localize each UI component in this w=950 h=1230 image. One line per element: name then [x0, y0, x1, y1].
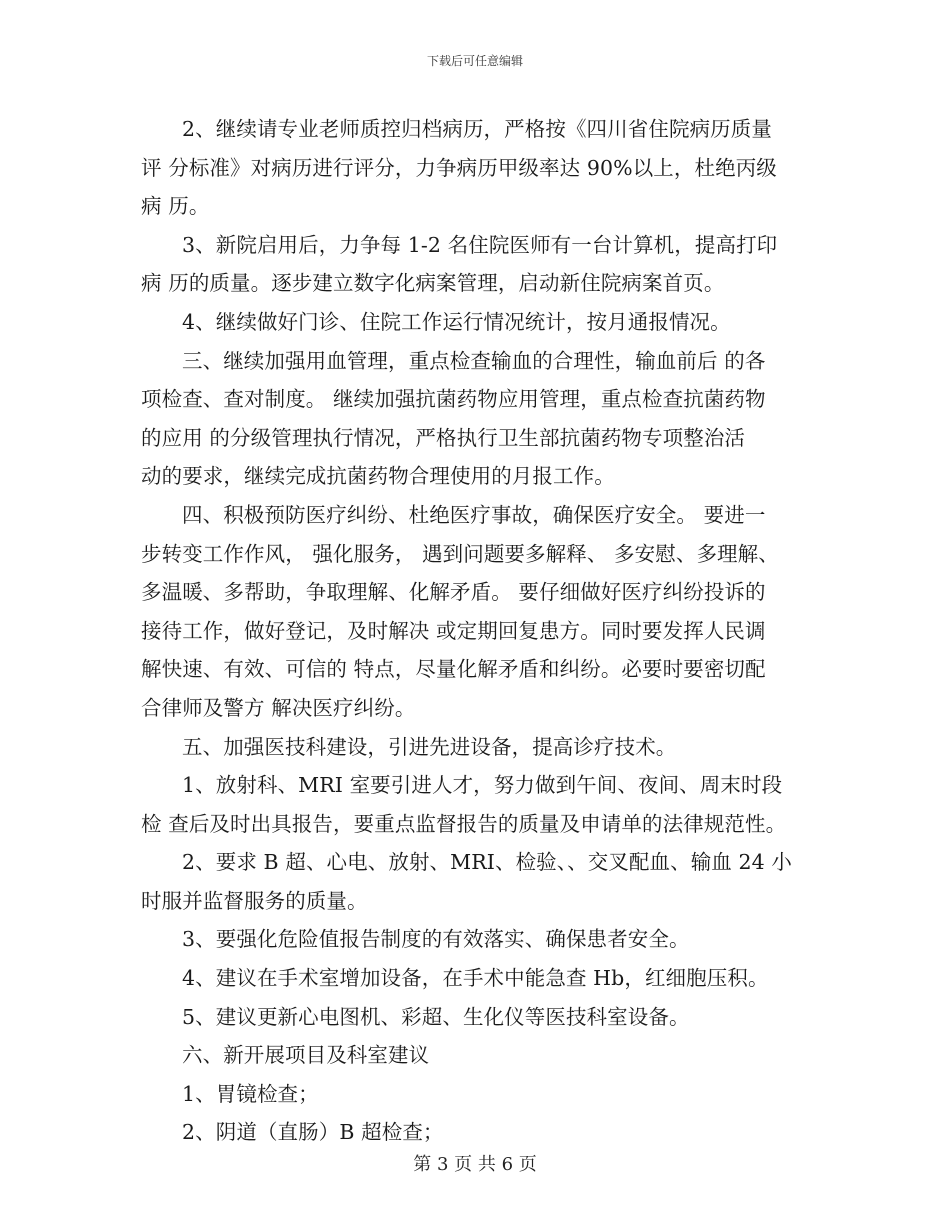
- text-line: 项检查、查对制度。 继续加强抗菌药物应用管理，重点检查抗菌药物: [141, 387, 766, 412]
- text-line: 动的要求，继续完成抗菌药物合理使用的月报工作。: [141, 464, 615, 489]
- text-line: 5、建议更新心电图机、彩超、生化仪等医技科室设备。: [182, 1004, 690, 1029]
- text-line: 步转变工作作风， 强化服务， 遇到问题要多解释、 多安慰、多理解、: [141, 541, 779, 566]
- text-line: 三、继续加强用血管理，重点检查输血的合理性，输血前后 的各: [182, 348, 766, 373]
- text-line: 2、要求 B 超、心电、放射、MRI、检验、、交叉配血、输血 24 小: [182, 850, 793, 875]
- text-line: 4、继续做好门诊、住院工作运行情况统计，按月通报情况。: [182, 309, 731, 334]
- text-line: 病 历的质量。逐步建立数字化病案管理，启动新住院病案首页。: [141, 271, 725, 296]
- text-line: 五、加强医技科建设，引进先进设备，提高诊疗技术。: [182, 734, 677, 759]
- page-footer: 第 3 页 共 6 页: [413, 1154, 537, 1175]
- page-header: 下载后可任意编辑: [426, 54, 523, 68]
- text-line: 解快速、有效、可信的 特点，尽量化解矛盾和纠纷。必要时要密切配: [141, 657, 766, 682]
- text-line: 合律师及警方 解决医疗纠纷。: [141, 695, 416, 720]
- text-line: 六、新开展项目及科室建议: [182, 1043, 430, 1068]
- text-line: 2、继续请专业老师质控归档病历，严格按《四川省住院病历质量: [182, 117, 772, 141]
- text-line: 2、阴道（直肠）B 超检查；: [182, 1120, 444, 1145]
- text-line: 接待工作，做好登记，及时解决 或定期回复患方。同时要发挥人民调: [141, 618, 766, 643]
- text-line: 3、新院启用后，力争每 1-2 名住院医师有一台计算机，提高打印: [182, 232, 778, 257]
- text-line: 评 分标准》对病历进行评分，力争病历甲级率达 90%以上，杜绝丙级: [141, 155, 777, 180]
- text-line: 的应用 的分级管理执行情况，严格执行卫生部抗菌药物专项整治活: [141, 425, 746, 450]
- text-line: 4、建议在手术室增加设备，在手术中能急查 Hb，红细胞压积。: [182, 966, 769, 991]
- text-line: 时服并监督服务的质量。: [141, 888, 368, 913]
- text-line: 3、要强化危险值报告制度的有效落实、确保患者安全。: [182, 927, 690, 952]
- text-line: 四、积极预防医疗纠纷、杜绝医疗事故，确保医疗安全。 要进一: [182, 502, 766, 527]
- text-line: 1、胃镜检查；: [182, 1081, 319, 1106]
- document-body: [141, 110, 813, 1152]
- text-line: 多温暖、多帮助，争取理解、化解矛盾。 要仔细做好医疗纠纷投诉的: [141, 580, 766, 605]
- text-line: 1、放射科、MRI 室要引进人才，努力做到午间、夜间、周末时段: [182, 773, 783, 798]
- text-line: 检 查后及时出具报告，要重点监督报告的质量及申请单的法律规范性。: [141, 811, 787, 836]
- text-line: 病 历。: [141, 194, 210, 219]
